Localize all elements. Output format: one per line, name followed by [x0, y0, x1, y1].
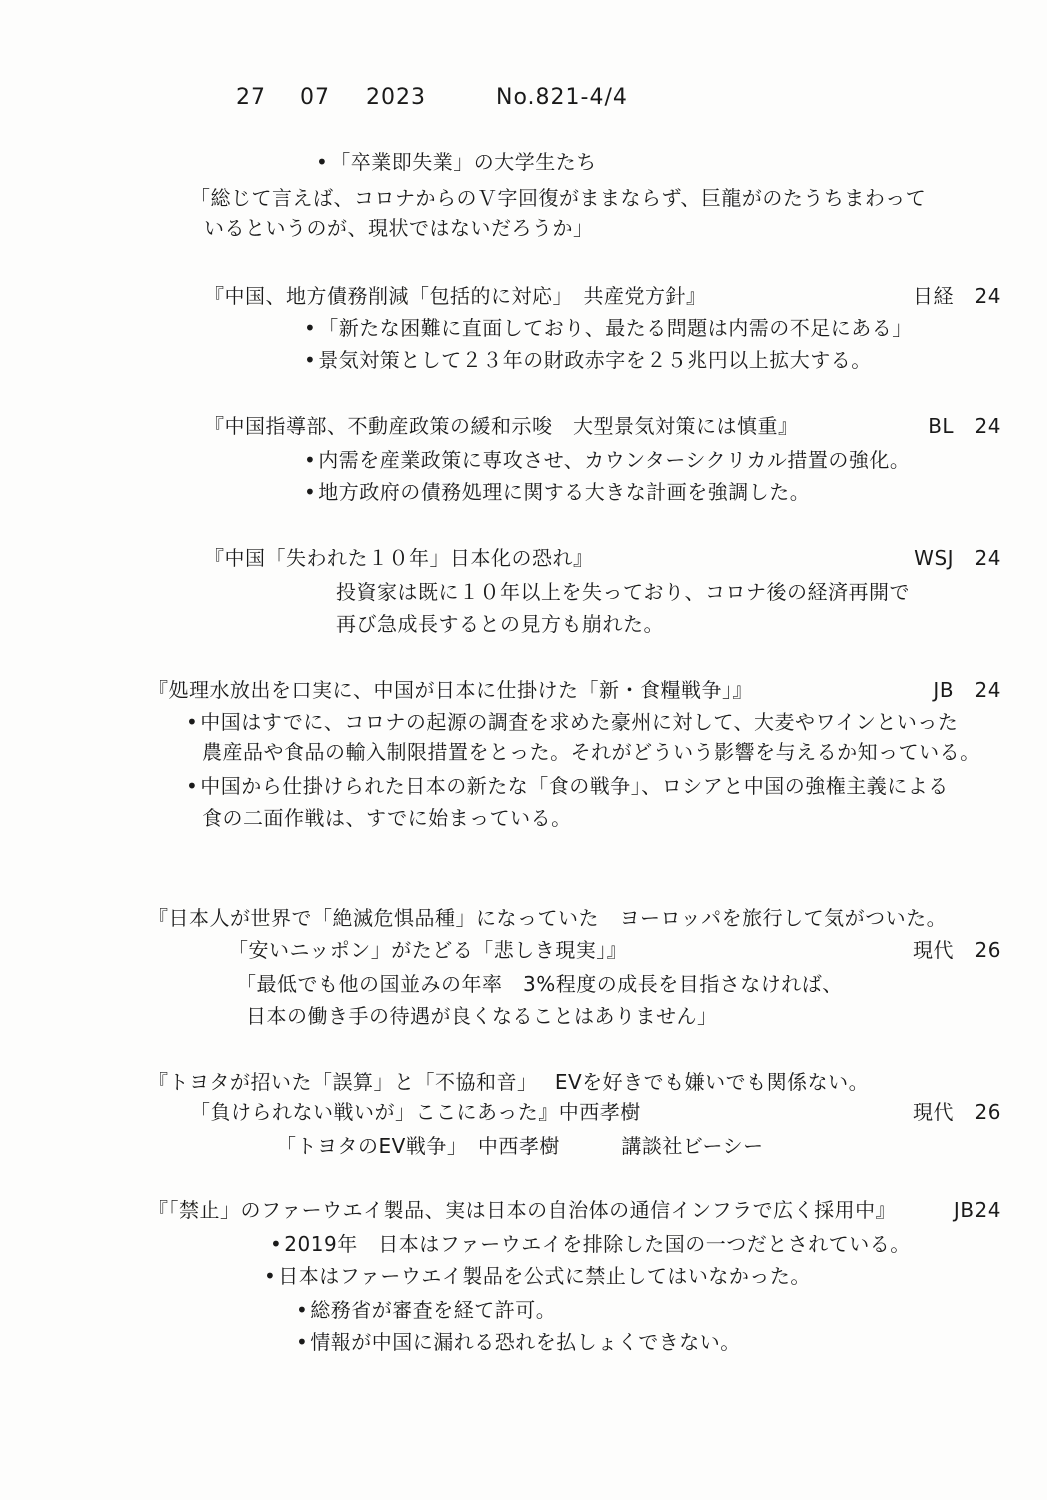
intro-quote-line-1: 「総じて言えば、コロナからのＶ字回復がままならず、巨龍がのたうちまわって — [190, 186, 927, 210]
intro-bullet: • 「卒業即失業」の大学生たち — [316, 148, 597, 176]
article-5-title-line-2: 「安いニッポン」がたどる「悲しき現実」』 — [228, 938, 628, 962]
article-1-title: 『中国、地方債務削減「包括的に対応」 共産党方針』 — [204, 284, 707, 308]
article-4-title: 『処理水放出を口実に、中国が日本に仕掛けた「新・食糧戦争」』 — [148, 678, 753, 702]
article-4-source: JB 24 — [933, 678, 1001, 702]
article-7-point-1: • 2019年 日本はファーウエイを排除した国の一つだとされている。 — [270, 1230, 911, 1258]
article-3-title: 『中国「失われた１０年」日本化の恐れ』 — [204, 546, 594, 570]
article-1-point-2: • 景気対策として２３年の財政赤字を２５兆円以上拡大する。 — [304, 346, 872, 374]
article-3-body-line-1: 投資家は既に１０年以上を失っており、コロナ後の経済再開で — [336, 580, 910, 604]
article-5-source: 現代 26 — [913, 938, 1001, 962]
article-3-body-line-2: 再び急成長するとの見方も崩れた。 — [336, 612, 664, 636]
article-3-source: WSJ 24 — [914, 546, 1001, 570]
article-6-book-reference: 「トヨタのEV戦争」 中西孝樹 講談社ビーシー — [276, 1134, 764, 1158]
article-7-point-2: • 日本はファーウエイ製品を公式に禁止してはいなかった。 — [264, 1262, 811, 1290]
document-number: No.821-4/4 — [496, 85, 628, 110]
date-day: 27 — [236, 85, 266, 110]
intro-quote-line-2: いるというのが、現状ではないだろうか」 — [204, 216, 594, 240]
article-5-body-line-2: 日本の働き手の待遇が良くなることはありません」 — [246, 1004, 718, 1028]
article-1-source: 日経 24 — [913, 284, 1001, 308]
article-7-source: JB24 — [953, 1198, 1001, 1222]
date-year: 2023 — [366, 85, 426, 110]
article-4-point-1-line-1: • 中国はすでに、コロナの起源の調査を求めた豪州に対して、大麦やワインといった — [186, 708, 958, 736]
article-6-title-line-1: 『トヨタが招いた「誤算」と「不協和音」 EVを好きでも嫌いでも関係ない。 — [148, 1070, 870, 1094]
date-month: 07 — [300, 85, 330, 110]
article-2-point-1: • 内需を産業政策に専攻させ、カウンターシクリカル措置の強化。 — [304, 446, 910, 474]
article-6-source: 現代 26 — [913, 1100, 1001, 1124]
article-2-source: BL 24 — [928, 414, 1001, 438]
article-6-title-line-2: 「負けられない戦いが」ここにあった』中西孝樹 — [190, 1100, 641, 1124]
article-4-point-2-line-2: 食の二面作戦は、すでに始まっている。 — [202, 806, 572, 830]
article-7-subpoint-2: • 情報が中国に漏れる恐れを払しょくできない。 — [296, 1328, 741, 1356]
article-5-title-line-1: 『日本人が世界で「絶滅危惧品種」になっていた ヨーロッパを旅行して気がついた。 — [148, 906, 948, 930]
article-2-title: 『中国指導部、不動産政策の緩和示唆 大型景気対策には慎重』 — [204, 414, 799, 438]
article-5-body-line-1: 「最低でも他の国並みの年率 3%程度の成長を目指さなければ、 — [236, 972, 843, 996]
article-4-point-2-line-1: • 中国から仕掛けられた日本の新たな「食の戦争」、ロシアと中国の強権主義による — [186, 772, 949, 800]
article-1-point-1: • 「新たな困難に直面しており、最たる問題は内需の不足にある」 — [304, 314, 913, 342]
article-7-subpoint-1: • 総務省が審査を経て許可。 — [296, 1296, 556, 1324]
article-2-point-2: • 地方政府の債務処理に関する大きな計画を強調した。 — [304, 478, 810, 506]
article-4-point-1-line-2: 農産品や食品の輸入制限措置をとった。それがどういう影響を与えるか知っている。 — [202, 740, 981, 764]
article-7-title: 『「禁止」のファーウエイ製品、実は日本の自治体の通信インフラで広く採用中』 — [148, 1198, 897, 1222]
